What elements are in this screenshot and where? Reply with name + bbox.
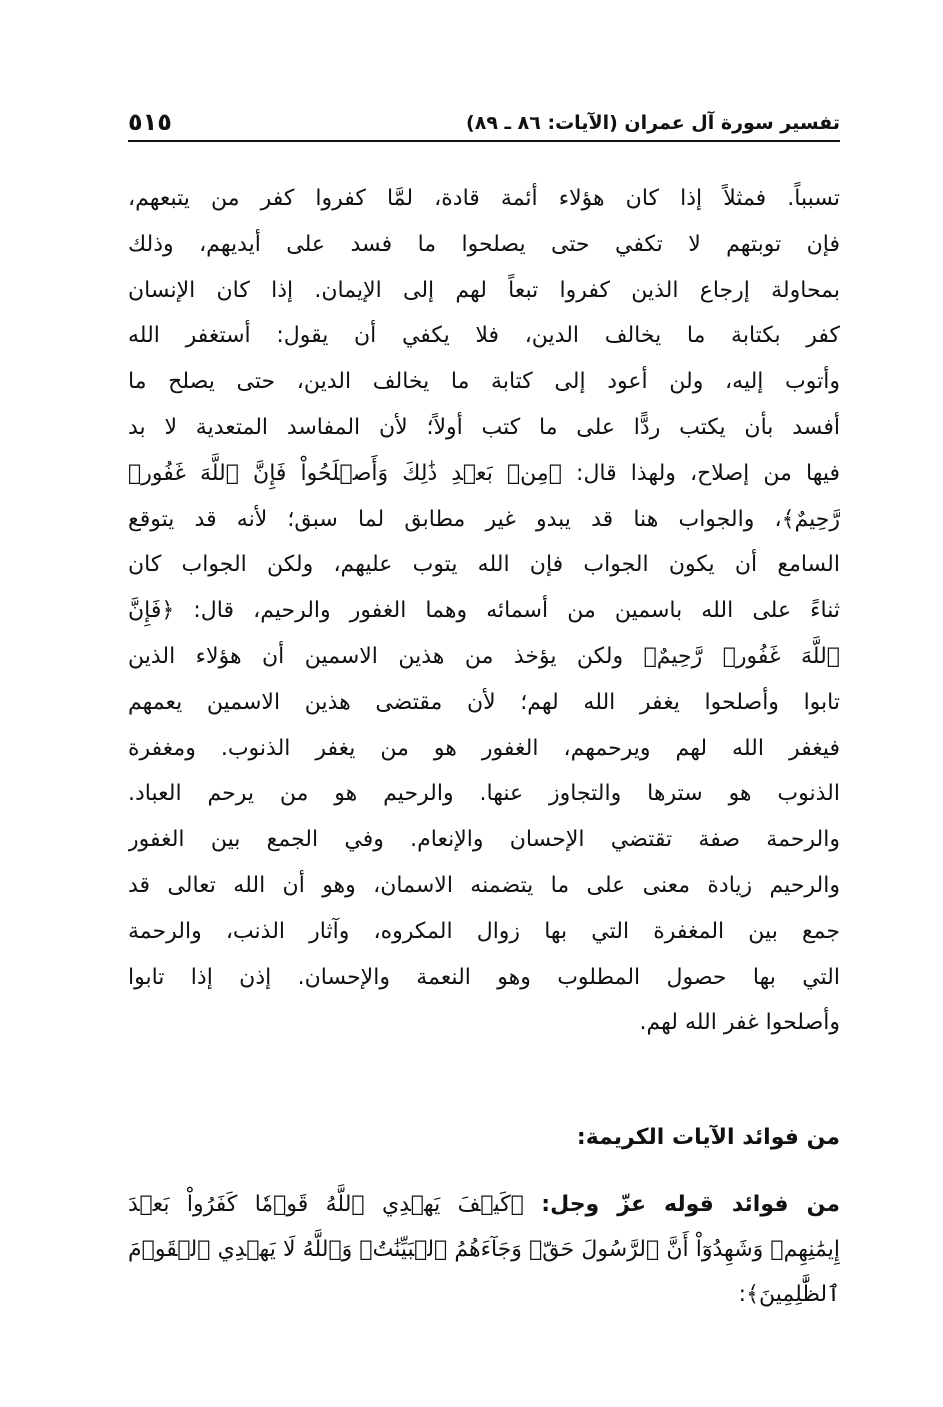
text-line: والرحمة صفة تقتضي الإحسان والإنعام. وفي الجمع بين الغفور (128, 827, 840, 853)
text-line: فيغفر الله لهم ويرحمهم، الغفور هو من يغفر الذنوب. ومغفرة (128, 735, 840, 761)
text-line: فيها من إصلاح، ولهذا قال: ﴿مِنۢ بَعۡدِ ذَٰلِكَ وَأَصۡلَحُواْ فَإِنَّ ٱللَّهَ غَفُورٞ (128, 460, 840, 486)
running-header-title: تفسير سورة آل عمران (الآيات: ٨٦ ـ ٨٩) (466, 112, 840, 134)
text-line: تابوا وأصلحوا يغفر الله لهم؛ لأن مقتضى هذين الاسمين يعمهم (128, 689, 840, 715)
benefits-lead: من فوائد قوله عزّ وجل: (541, 1192, 840, 1217)
text-line: والرحيم زيادة معنى على ما يتضمنه الاسمان، وهو أن الله تعالى قد (128, 872, 840, 898)
text-line: بمحاولة إرجاع الذين كفروا تبعاً لهم إلى الإيمان. إذا كان الإنسان (128, 277, 840, 303)
text-line: السامع أن يكون الجواب فإن الله يتوب عليهم، ولكن الجواب كان (128, 552, 840, 578)
text-line: تسبباً. فمثلاً إذا كان هؤلاء أئمة قادة، لمَّا كفروا كفر من يتبعهم، (128, 186, 840, 211)
verse-text: ﴿كَيۡفَ يَهۡدِي ٱللَّهُ قَوۡمٗا كَفَرُواْ بَعۡدَ (128, 1192, 524, 1217)
verse-line: إِيمَٰنِهِمۡ وَشَهِدُوٓاْ أَنَّ ٱلرَّسُولَ حَقّٞ وَجَآءَهُمُ ٱلۡبَيِّنَٰتُۚ وَٱللَّهُ لَا يَهۡدِي ٱلۡقَوۡمَ (128, 1237, 840, 1262)
text-line: رَّحِيمٌ﴾، والجواب هنا قد يبدو غير مطابق لما سبق؛ لأنه قد يتوقع (128, 506, 840, 532)
text-line: الذنوب هو سترها والتجاوز عنها. والرحيم هو من يرحم العباد. (128, 781, 840, 807)
text-line: التي بها حصول المطلوب وهو النعمة والإحسان. إذن إذا تابوا (128, 964, 840, 990)
running-header (128, 92, 840, 136)
text-line: فإن توبتهم لا تكفي حتى يصلحوا ما فسد على أيديهم، وذلك (128, 231, 840, 257)
benefits-first-line (128, 1182, 840, 1227)
verse-line: ٱلظَّٰلِمِينَ﴾: (738, 1282, 840, 1307)
text-line: وأتوب إليه، ولن أعود إلى كتابة ما يخالف الدين، حتى يصلح ما (128, 369, 840, 395)
text-line: ٱللَّهَ غَفُورٞ رَّحِيمٌ﴾ ولكن يؤخذ من هذين الاسمين أن هؤلاء الذين (128, 643, 840, 669)
text-line: أفسد بأن يكتب ردًّا على ما كتب أولاً؛ لأن المفاسد المتعدية لا بد (128, 414, 840, 440)
text-line: جمع بين المغفرة التي بها زوال المكروه، وآثار الذنب، والرحمة (128, 918, 840, 944)
text-line: وأصلحوا غفر الله لهم. (639, 1010, 840, 1036)
header-divider (128, 140, 840, 142)
benefits-paragraph (128, 1182, 840, 1317)
page-number: ٥١٥ (128, 108, 172, 136)
section-heading: من فوائد الآيات الكريمة: (576, 1125, 840, 1150)
text-line: كفر بكتابة ما يخالف الدين، فلا يكفي أن يقول: أستغفر الله (128, 323, 840, 349)
commentary-text (128, 176, 840, 1046)
text-line: ثناءً على الله باسمين من أسمائه وهما الغفور والرحيم، قال: ﴿فَإِنَّ (128, 598, 840, 624)
